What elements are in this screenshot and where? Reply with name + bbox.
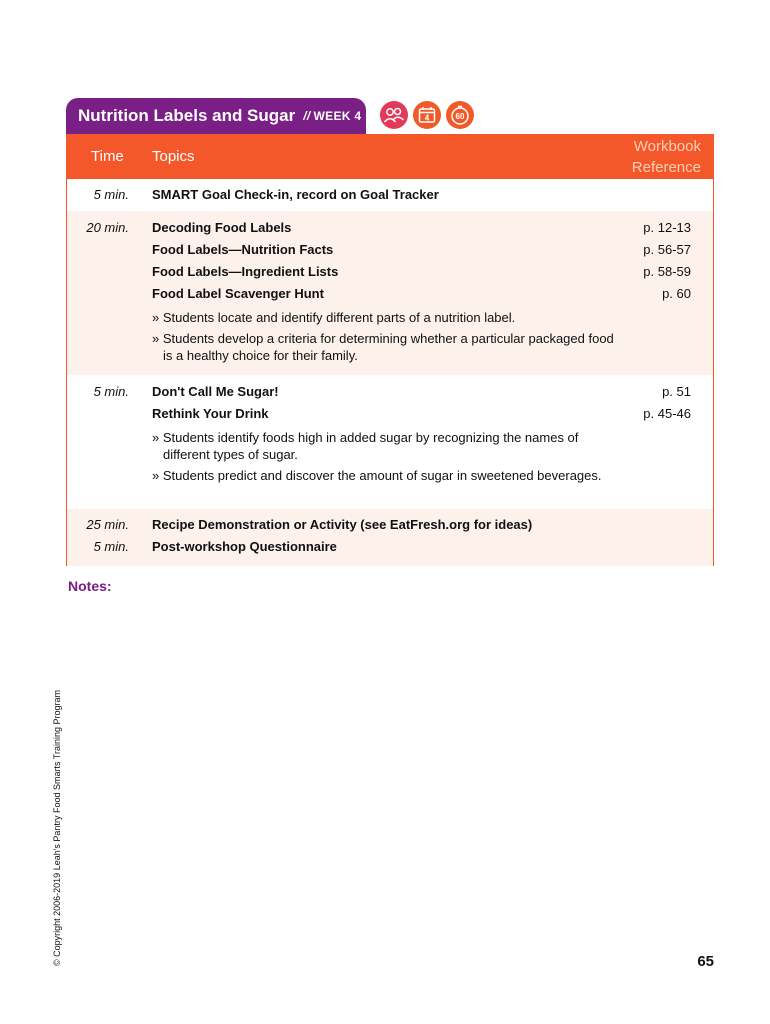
page-number: 65 — [697, 953, 714, 970]
people-icon — [380, 101, 408, 129]
workbook-ref: p. 60 — [662, 286, 691, 301]
activity-icons — [380, 101, 474, 129]
bullet-item: » Students locate and identify different parts of a nutrition label. — [152, 310, 516, 325]
row-topics — [152, 514, 622, 558]
row-refs — [643, 217, 691, 305]
workbook-ref: p. 58-59 — [643, 264, 691, 279]
row-time — [94, 184, 129, 206]
agenda-table — [66, 134, 714, 566]
column-header-workbook-line2: Reference — [631, 159, 701, 176]
timer-icon — [446, 101, 474, 129]
timer-number: 60 — [455, 112, 465, 121]
week-label — [303, 109, 361, 123]
bullet-item: » Students identify foods high in added sugar by recognizing the names of different types of sugar. — [152, 430, 579, 462]
time-value: 20 min. — [86, 220, 129, 235]
workbook-ref: p. 45-46 — [643, 406, 691, 421]
time-value: 25 min. — [86, 517, 129, 532]
topic-item: Food Labels—Ingredient Lists — [152, 264, 339, 279]
workbook-ref: p. 51 — [662, 384, 691, 399]
topic-item: Recipe Demonstration or Activity (see EatFresh.org for ideas) — [152, 517, 533, 532]
topic-item: Decoding Food Labels — [152, 220, 292, 235]
topic-item: Don't Call Me Sugar! — [152, 384, 279, 399]
table-row — [67, 509, 713, 566]
bullet-item: » Students develop a criteria for determining whether a particular packaged food is a healthy choice for their family. — [152, 331, 614, 363]
topic-item: Rethink Your Drink — [152, 406, 269, 421]
row-time — [86, 514, 129, 558]
row-time — [86, 217, 129, 239]
row-topics — [152, 381, 622, 484]
column-header-topics: Topics — [152, 148, 195, 165]
notes-label: Notes: — [68, 578, 112, 594]
column-header-workbook-line1: Workbook — [633, 138, 701, 155]
time-value: 5 min. — [93, 539, 129, 554]
table-row — [67, 375, 713, 509]
section-title: Nutrition Labels and Sugar — [78, 106, 296, 125]
copyright-notice: © Copyright 2006-2019 Leah's Pantry Food Smarts Training Program — [52, 690, 62, 966]
time-value: 5 min. — [93, 187, 129, 202]
table-header — [67, 135, 713, 179]
column-header-time: Time — [91, 148, 124, 165]
time-value: 5 min. — [93, 384, 129, 399]
workbook-ref: p. 56-57 — [643, 242, 691, 257]
topic-item: Food Label Scavenger Hunt — [152, 286, 324, 301]
table-row — [67, 211, 713, 375]
workbook-ref: p. 12-13 — [643, 220, 691, 235]
calendar-icon — [413, 101, 441, 129]
column-header-workbook — [632, 136, 701, 178]
week-text: WEEK 4 — [313, 109, 362, 123]
row-topics — [152, 184, 622, 206]
week-prefix: // — [303, 109, 311, 123]
topic-item: SMART Goal Check-in, record on Goal Tracker — [152, 187, 439, 202]
calendar-number: 4 — [424, 113, 430, 123]
topic-item: Post-workshop Questionnaire — [152, 539, 337, 554]
section-title-tab — [66, 98, 366, 134]
table-row — [67, 179, 713, 211]
topic-item: Food Labels—Nutrition Facts — [152, 242, 334, 257]
row-refs — [643, 381, 691, 425]
row-topics — [152, 217, 622, 364]
row-time — [94, 381, 129, 403]
bullet-item: » Students predict and discover the amount of sugar in sweetened beverages. — [152, 468, 602, 483]
